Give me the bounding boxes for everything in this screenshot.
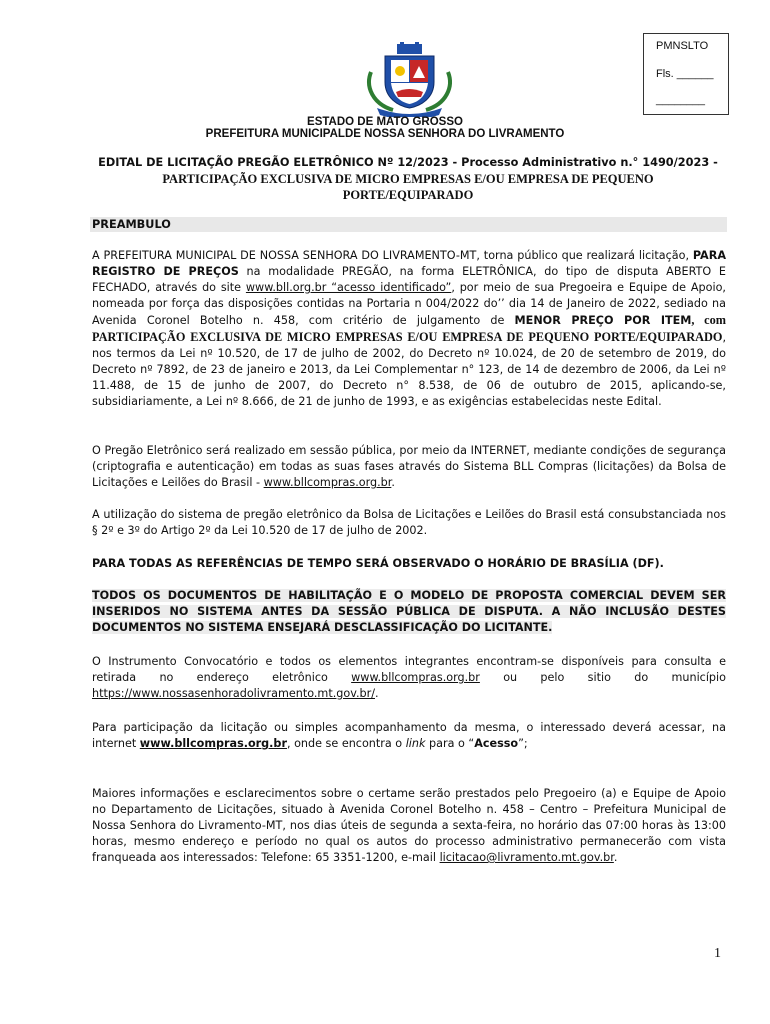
bold-text: MENOR PREÇO POR ITEM — [514, 314, 692, 327]
stamp-line: ________ — [656, 94, 705, 106]
text: O Instrumento Convocatório e todos os elementos integrantes encontram-se disponíveis para consulta e retirada no endereço eletrônico — [92, 655, 726, 684]
text: para o “ — [425, 737, 475, 750]
text: , nos termos da Lei nº 10.520, de 17 de julho de 2002, do Decreto nº 10.024, de 20 de setembro de 2019, do Decreto nº 7892, de 23 de janeiro e 2013, da Lei Complementar n° 123, de 14 de dezembro de 2006, da Lei nº 11.488, de 15 de junho de 2007, do Decreto n° 8.538, de 06 de outubro de 2015, aplicando-se, subsidiariamente, a Lei nº 8.666, de 21 de junho de 1993, e as exigências estabelecidas neste Edital. — [92, 331, 726, 408]
protocol-stamp-box — [643, 33, 729, 115]
edital-title — [90, 155, 726, 203]
text: . — [391, 476, 395, 489]
italic-text: link — [405, 737, 426, 750]
text: Maiores informações e esclarecimentos sobre o certame serão prestados pelo Pregoeiro (a) e Equipe de Apoio no Departamento de Licitações, situado à Avenida Coronel Botelho n. 458 – Centro – Prefeitura Municipal de Nossa Senhora do Livramento-MT, nos dias úteis de segunda a sexta-feira, no horário das 07:00 horas às 13:00 horas, mesmo endereço e período no qual os autos do processo administrativo permanecerão com vista franqueada aos interessados: Telefone: 65 3351-1200, e-mail — [92, 787, 726, 864]
text: A PREFEITURA MUNICIPAL DE NOSSA SENHORA DO LIVRAMENTO-MT, torna público que realizará licitação, — [92, 249, 693, 262]
bold-text: PARA TODAS AS REFERÊNCIAS DE TEMPO SERÁ OBSERVADO O HORÁRIO DE BRASÍLIA (DF). — [92, 557, 664, 570]
paragraph-informacoes — [92, 786, 726, 866]
text: Para participação da licitação ou simples acompanhamento da mesma, o interessado deverá acessar, na internet — [92, 721, 726, 750]
prefeitura-name: PREFEITURA MUNICIPALDE NOSSA SENHORA DO LIVRAMENTO — [205, 128, 565, 140]
text: , por meio de sua Pregoeira e Equipe de Apoio, nomeada por força das disposições contidas na Portaria n 004/2022 do’’ dia 14 de Janeiro de 2022, sediado na Avenida Coronel Botelho n. 458, com critério de julgamento de — [92, 281, 726, 327]
email-link[interactable]: licitacao@livramento.mt.gov.br — [439, 851, 614, 864]
text: ”; — [518, 737, 528, 750]
text: . — [613, 851, 618, 864]
text: na modalidade PREGÃO, na forma ELETRÔNICA, do tipo de disputa ABERTO E FECHADO, através do site — [92, 265, 726, 294]
municipal-coat-of-arms-icon — [363, 42, 456, 117]
paragraph-preambulo — [92, 248, 726, 410]
bold-text: PARA REGISTRO DE PREÇOS — [92, 249, 726, 278]
bll-site-link[interactable]: www.bll.org.br “acesso identificado” — [245, 281, 452, 294]
section-heading-preambulo: PREAMBULO — [90, 217, 727, 232]
bllcompras-link[interactable]: www.bllcompras.org.br — [139, 737, 287, 750]
bllcompras-link[interactable]: www.bllcompras.org.br — [263, 476, 392, 489]
edital-title-line1: EDITAL DE LICITAÇÃO PREGÃO ELETRÔNICO Nº 12/2023 - Processo Administrativo n.° 1490/2023 - — [98, 156, 718, 169]
paragraph-instrumento — [92, 654, 726, 702]
text: , onde se encontra o — [286, 737, 406, 750]
stamp-fls: Fls. ______ — [656, 68, 714, 80]
municipio-site-link[interactable]: https://www.nossasenhoradolivramento.mt.gov.br/ — [92, 687, 375, 700]
bold-text: Acesso — [474, 737, 519, 750]
text: ou pelo sitio do município — [479, 671, 726, 684]
paragraph-pregao-eletronico — [92, 443, 726, 491]
text: . — [375, 687, 379, 700]
bold-text: TODOS OS DOCUMENTOS DE HABILITAÇÃO E O MODELO DE PROPOSTA COMERCIAL DEVEM SER INSERIDOS NO SISTEMA ANTES DA SESSÃO PÚBLICA DE DISPUTA. A NÃO INCLUSÃO DESTES DOCUMENTOS NO SISTEMA ENSEJARÁ DESCLASSIFICAÇÃO DO LICITANTE. — [92, 589, 726, 634]
paragraph-horario — [92, 556, 726, 572]
page-number: 1 — [714, 946, 721, 961]
paragraph-documentos — [92, 588, 726, 636]
text: O Pregão Eletrônico será realizado em sessão pública, por meio da INTERNET, mediante condições de segurança (criptografia e autenticação) em todas as suas fases através do Sistema BLL Compras (licitações) da Bolsa de Licitações e Leilões do Brasil - — [92, 444, 726, 489]
paragraph-participacao — [92, 720, 726, 752]
edital-title-line2: PARTICIPAÇÃO EXCLUSIVA DE MICRO EMPRESAS E/OU EMPRESA DE PEQUENO — [162, 172, 654, 186]
paragraph-sistema: A utilização do sistema de pregão eletrônico da Bolsa de Licitações e Leilões do Brasil está consubstanciada nos § 2º e 3º do Artigo 2º da Lei 10.520 de 17 de julho de 2002. — [92, 508, 726, 537]
edital-title-line3: PORTE/EQUIPARADO — [342, 188, 474, 202]
bllcompras-link[interactable]: www.bllcompras.org.br — [351, 671, 480, 684]
stamp-code: PMNSLTO — [656, 40, 709, 52]
state-name: ESTADO DE MATO GROSSO — [307, 116, 463, 128]
bold-text: , com PARTICIPAÇÃO EXCLUSIVA DE MICRO EMPRESAS E/OU EMPRESA DE PEQUENO PORTE/EQUIPARADO — [92, 313, 726, 344]
